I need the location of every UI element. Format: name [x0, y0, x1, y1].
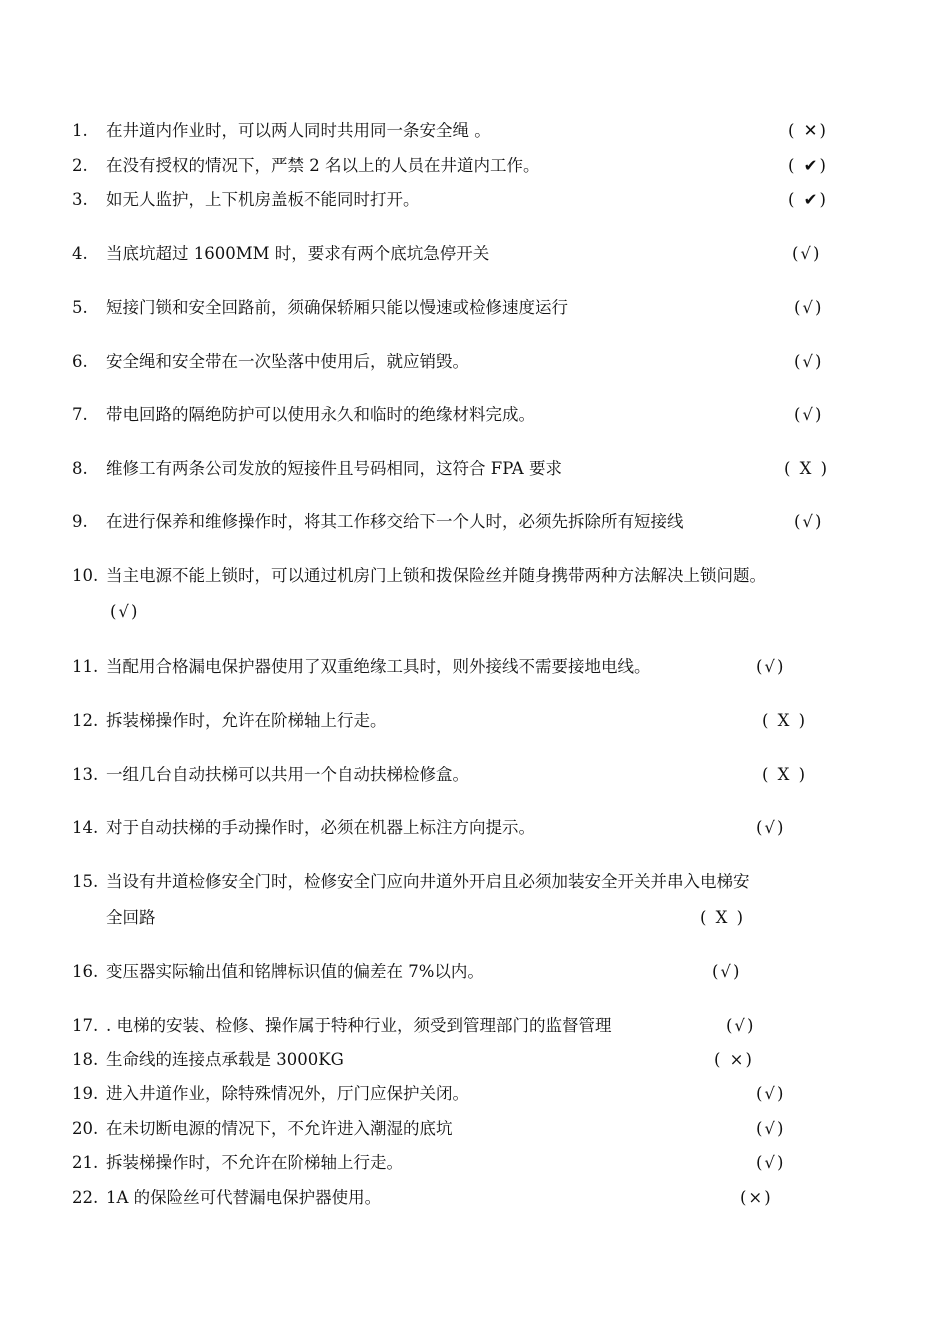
item-number: 5.	[72, 298, 88, 317]
item-number: 15.	[72, 872, 99, 891]
item-text: 在没有授权的情况下，严禁 2 名以上的人员在井道内工作。	[106, 156, 540, 175]
item-number: 16.	[72, 962, 99, 981]
item-number: 6.	[72, 352, 88, 371]
item-number: 8.	[72, 459, 88, 478]
item-text: 当设有井道检修安全门时，检修安全门应向井道外开启且必须加装安全开关并串入电梯安	[106, 872, 750, 891]
item-text: 生命线的连接点承载是 3000KG	[106, 1050, 344, 1069]
item-answer: (√)	[110, 602, 140, 621]
item-number: 17.	[72, 1016, 99, 1035]
item-number: 13.	[72, 765, 99, 784]
item-text: 拆装梯操作时，不允许在阶梯轴上行走。	[106, 1153, 403, 1172]
item-answer: ( ✔)	[788, 156, 828, 175]
item-number: 2.	[72, 156, 88, 175]
item-text: 变压器实际输出值和铭牌标识值的偏差在 7%以内。	[106, 962, 484, 981]
item-text: 1A 的保险丝可代替漏电保护器使用。	[106, 1188, 382, 1207]
item-number: 7.	[72, 405, 88, 424]
item-text: . 电梯的安装、检修、操作属于特种行业，须受到管理部门的监督管理	[106, 1016, 612, 1035]
item-number: 14.	[72, 818, 99, 837]
item-number: 19.	[72, 1084, 99, 1103]
item-text: 如无人监护，上下机房盖板不能同时打开。	[106, 190, 420, 209]
item-answer: ( X )	[762, 711, 808, 730]
item-answer: (√)	[794, 512, 824, 531]
item-answer: (√)	[756, 657, 786, 676]
item-text: 在井道内作业时，可以两人同时共用同一条安全绳 。	[106, 121, 491, 140]
item-answer: (√)	[756, 1084, 786, 1103]
item-answer: ( X )	[762, 765, 808, 784]
item-answer: (√)	[794, 405, 824, 424]
item-answer: ( ✔)	[788, 190, 828, 209]
item-number: 4.	[72, 244, 88, 263]
item-text: 对于自动扶梯的手动操作时，必须在机器上标注方向提示。	[106, 818, 535, 837]
item-text: 当配用合格漏电保护器使用了双重绝缘工具时，则外接线不需要接地电线。	[106, 657, 651, 676]
item-text: 安全绳和安全带在一次坠落中使用后，就应销毁。	[106, 352, 469, 371]
item-answer: (√)	[794, 352, 824, 371]
item-answer: (√)	[794, 298, 824, 317]
item-text: 在未切断电源的情况下，不允许进入潮湿的底坑	[106, 1119, 453, 1138]
item-answer: (√)	[792, 244, 822, 263]
item-answer: (√)	[712, 962, 742, 981]
item-text: 拆装梯操作时，允许在阶梯轴上行走。	[106, 711, 387, 730]
item-number: 22.	[72, 1188, 99, 1207]
item-number: 9.	[72, 512, 88, 531]
item-answer: (√)	[756, 1153, 786, 1172]
item-number: 11.	[72, 657, 99, 676]
item-text: 进入井道作业，除特殊情况外，厅门应保护关闭。	[106, 1084, 469, 1103]
item-answer: ( X )	[784, 459, 830, 478]
item-text: 带电回路的隔绝防护可以使用永久和临时的绝缘材料完成。	[106, 405, 535, 424]
item-number: 10.	[72, 566, 99, 585]
item-answer: (√)	[756, 1119, 786, 1138]
item-text: 当底坑超过 1600MM 时，要求有两个底坑急停开关	[106, 244, 490, 263]
item-answer: ( ✕)	[788, 121, 828, 140]
item-text: 一组几台自动扶梯可以共用一个自动扶梯检修盒。	[106, 765, 469, 784]
item-answer: (√)	[726, 1016, 756, 1035]
item-answer: ( X )	[700, 908, 746, 927]
item-text-continued: 全回路	[106, 908, 156, 927]
item-number: 1.	[72, 121, 88, 140]
item-number: 12.	[72, 711, 99, 730]
item-text: 当主电源不能上锁时，可以通过机房门上锁和拨保险丝并随身携带两种方法解决上锁问题。	[106, 566, 766, 585]
item-number: 18.	[72, 1050, 99, 1069]
item-answer: ( ×)	[714, 1050, 754, 1069]
item-number: 21.	[72, 1153, 99, 1172]
item-text: 短接门锁和安全回路前，须确保轿厢只能以慢速或检修速度运行	[106, 298, 568, 317]
item-number: 20.	[72, 1119, 99, 1138]
item-answer: (√)	[756, 818, 786, 837]
item-number: 3.	[72, 190, 88, 209]
item-text: 维修工有两条公司发放的短接件且号码相同，这符合 FPA 要求	[106, 459, 562, 478]
item-answer: (×)	[740, 1188, 773, 1207]
item-text: 在进行保养和维修操作时，将其工作移交给下一个人时，必须先拆除所有短接线	[106, 512, 684, 531]
